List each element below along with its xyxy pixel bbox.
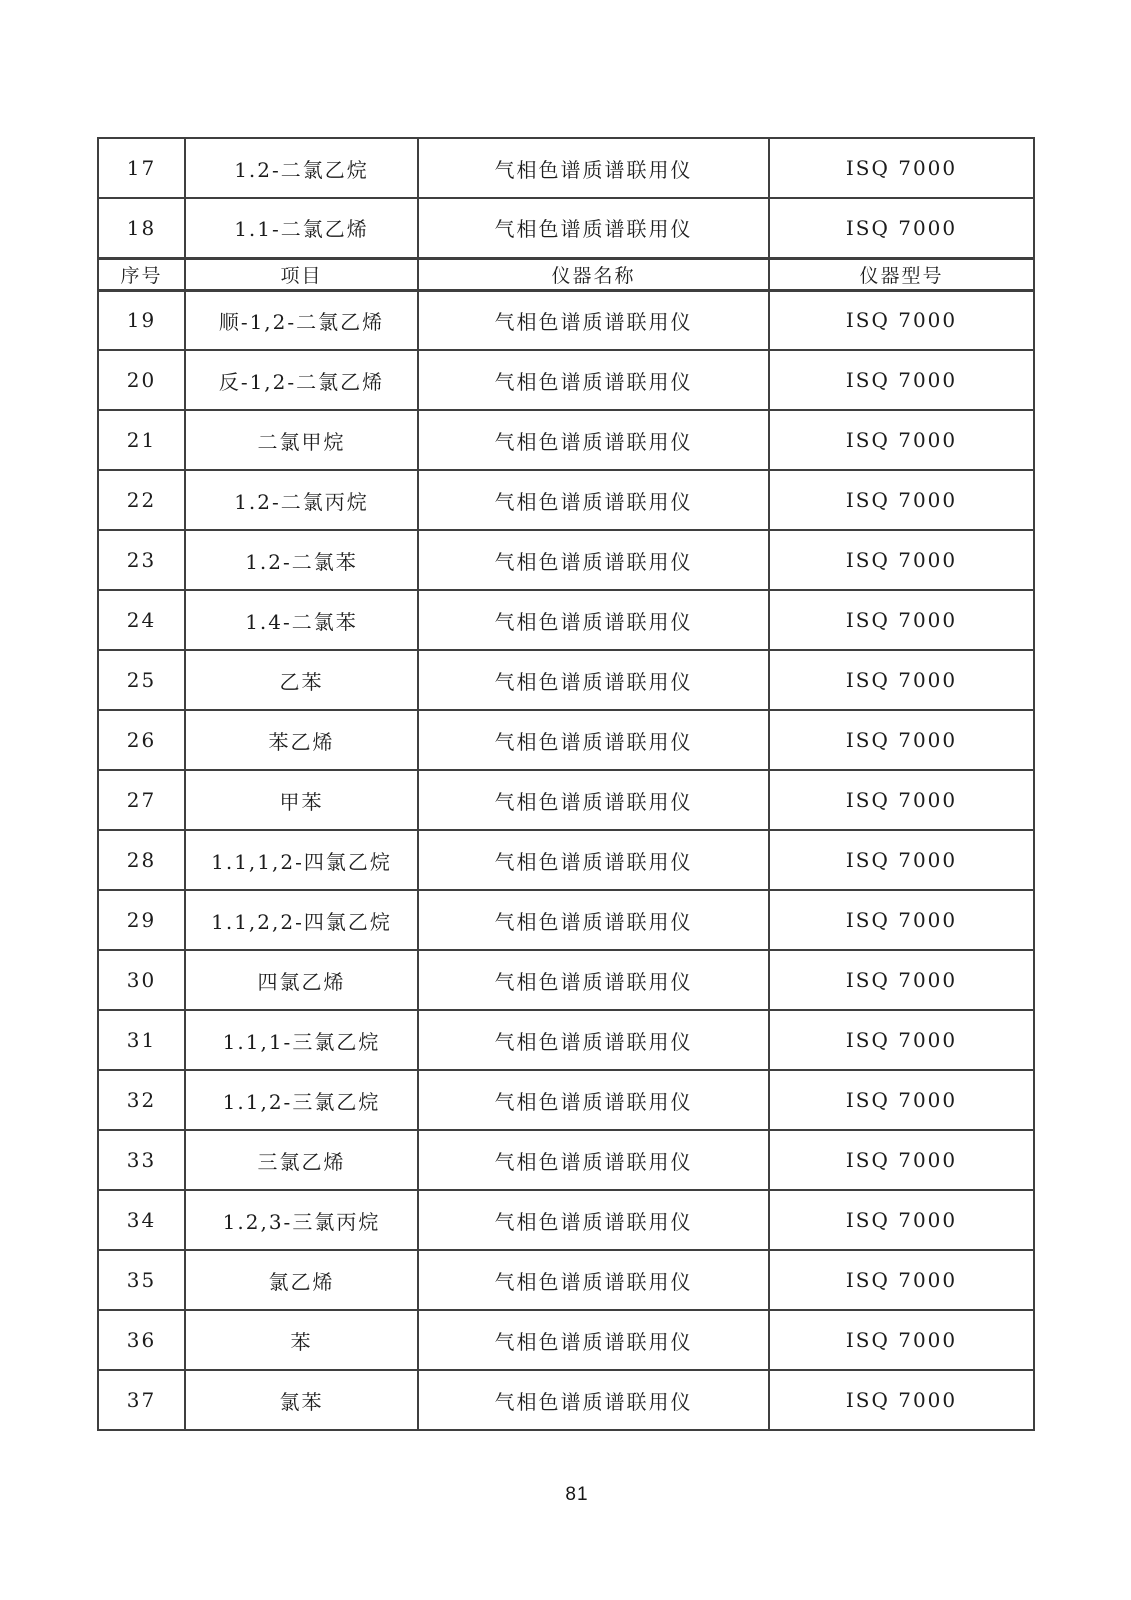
- item-cell: 1.1-二氯乙烯: [185, 198, 418, 258]
- row-no-cell: 32: [98, 1070, 185, 1130]
- row-no-cell: 24: [98, 590, 185, 650]
- row-no-cell: 21: [98, 410, 185, 470]
- column-header-instrument: 仪器名称: [418, 258, 769, 290]
- page-number: 81: [565, 1484, 589, 1505]
- item-cell: 四氯乙烯: [185, 950, 418, 1010]
- instrument-cell: 气相色谱质谱联用仪: [418, 1370, 769, 1430]
- row-no-cell: 28: [98, 830, 185, 890]
- item-cell: 二氯甲烷: [185, 410, 418, 470]
- item-cell: 1.4-二氯苯: [185, 590, 418, 650]
- row-no-cell: 19: [98, 290, 185, 350]
- model-cell: ISQ 7000: [769, 650, 1034, 710]
- row-no-cell: 20: [98, 350, 185, 410]
- item-cell: 1.1,2,2-四氯乙烷: [185, 890, 418, 950]
- item-cell: 三氯乙烯: [185, 1130, 418, 1190]
- model-cell: ISQ 7000: [769, 1190, 1034, 1250]
- table-row: [98, 1190, 1034, 1250]
- model-cell: ISQ 7000: [769, 830, 1034, 890]
- instrument-cell: 气相色谱质谱联用仪: [418, 530, 769, 590]
- instruments-table-body: [98, 138, 1034, 1430]
- row-no-cell: 30: [98, 950, 185, 1010]
- item-cell: 反-1,2-二氯乙烯: [185, 350, 418, 410]
- table-row: [98, 830, 1034, 890]
- instrument-cell: 气相色谱质谱联用仪: [418, 590, 769, 650]
- table-row: [98, 770, 1034, 830]
- item-cell: 1.1,2-三氯乙烷: [185, 1070, 418, 1130]
- table-row: [98, 198, 1034, 258]
- table-row: [98, 1370, 1034, 1430]
- instrument-cell: 气相色谱质谱联用仪: [418, 350, 769, 410]
- model-cell: ISQ 7000: [769, 1250, 1034, 1310]
- table-row: [98, 890, 1034, 950]
- model-cell: ISQ 7000: [769, 410, 1034, 470]
- table-row: [98, 530, 1034, 590]
- instrument-cell: 气相色谱质谱联用仪: [418, 650, 769, 710]
- instrument-cell: 气相色谱质谱联用仪: [418, 830, 769, 890]
- instrument-cell: 气相色谱质谱联用仪: [418, 710, 769, 770]
- instrument-cell: 气相色谱质谱联用仪: [418, 1190, 769, 1250]
- column-header-item: 项目: [185, 258, 418, 290]
- table-row: [98, 1250, 1034, 1310]
- instrument-cell: 气相色谱质谱联用仪: [418, 290, 769, 350]
- model-cell: ISQ 7000: [769, 770, 1034, 830]
- model-cell: ISQ 7000: [769, 950, 1034, 1010]
- row-no-cell: 29: [98, 890, 185, 950]
- model-cell: ISQ 7000: [769, 1130, 1034, 1190]
- item-cell: 1.1,1,2-四氯乙烷: [185, 830, 418, 890]
- instrument-cell: 气相色谱质谱联用仪: [418, 1070, 769, 1130]
- item-cell: 顺-1,2-二氯乙烯: [185, 290, 418, 350]
- instrument-cell: 气相色谱质谱联用仪: [418, 950, 769, 1010]
- instrument-cell: 气相色谱质谱联用仪: [418, 890, 769, 950]
- table-row: [98, 410, 1034, 470]
- item-cell: 氯苯: [185, 1370, 418, 1430]
- row-no-cell: 31: [98, 1010, 185, 1070]
- row-no-cell: 22: [98, 470, 185, 530]
- item-cell: 1.2-二氯乙烷: [185, 138, 418, 198]
- row-no-cell: 33: [98, 1130, 185, 1190]
- row-no-cell: 18: [98, 198, 185, 258]
- instrument-cell: 气相色谱质谱联用仪: [418, 410, 769, 470]
- instrument-cell: 气相色谱质谱联用仪: [418, 770, 769, 830]
- model-cell: ISQ 7000: [769, 1070, 1034, 1130]
- table-row: [98, 710, 1034, 770]
- item-cell: 1.2,3-三氯丙烷: [185, 1190, 418, 1250]
- instrument-cell: 气相色谱质谱联用仪: [418, 1010, 769, 1070]
- model-cell: ISQ 7000: [769, 198, 1034, 258]
- instruments-table: [97, 137, 1035, 1431]
- row-no-cell: 35: [98, 1250, 185, 1310]
- instrument-cell: 气相色谱质谱联用仪: [418, 198, 769, 258]
- table-row: [98, 590, 1034, 650]
- model-cell: ISQ 7000: [769, 890, 1034, 950]
- row-no-cell: 34: [98, 1190, 185, 1250]
- item-cell: 1.1,1-三氯乙烷: [185, 1010, 418, 1070]
- model-cell: ISQ 7000: [769, 1370, 1034, 1430]
- model-cell: ISQ 7000: [769, 350, 1034, 410]
- model-cell: ISQ 7000: [769, 710, 1034, 770]
- model-cell: ISQ 7000: [769, 290, 1034, 350]
- table-header-row: [98, 258, 1034, 290]
- model-cell: ISQ 7000: [769, 1310, 1034, 1370]
- table-row: [98, 290, 1034, 350]
- table-row: [98, 950, 1034, 1010]
- item-cell: 苯: [185, 1310, 418, 1370]
- model-cell: ISQ 7000: [769, 470, 1034, 530]
- row-no-cell: 26: [98, 710, 185, 770]
- table-row: [98, 350, 1034, 410]
- model-cell: ISQ 7000: [769, 1010, 1034, 1070]
- table-row: [98, 138, 1034, 198]
- item-cell: 苯乙烯: [185, 710, 418, 770]
- instrument-cell: 气相色谱质谱联用仪: [418, 1130, 769, 1190]
- item-cell: 氯乙烯: [185, 1250, 418, 1310]
- table-row: [98, 1070, 1034, 1130]
- instrument-cell: 气相色谱质谱联用仪: [418, 1310, 769, 1370]
- row-no-cell: 36: [98, 1310, 185, 1370]
- item-cell: 乙苯: [185, 650, 418, 710]
- row-no-cell: 17: [98, 138, 185, 198]
- row-no-cell: 25: [98, 650, 185, 710]
- row-no-cell: 37: [98, 1370, 185, 1430]
- row-no-cell: 23: [98, 530, 185, 590]
- column-header-model: 仪器型号: [769, 258, 1034, 290]
- item-cell: 甲苯: [185, 770, 418, 830]
- item-cell: 1.2-二氯苯: [185, 530, 418, 590]
- table-row: [98, 650, 1034, 710]
- row-no-cell: 27: [98, 770, 185, 830]
- table-row: [98, 470, 1034, 530]
- table-row: [98, 1310, 1034, 1370]
- instrument-cell: 气相色谱质谱联用仪: [418, 1250, 769, 1310]
- item-cell: 1.2-二氯丙烷: [185, 470, 418, 530]
- model-cell: ISQ 7000: [769, 138, 1034, 198]
- model-cell: ISQ 7000: [769, 590, 1034, 650]
- instrument-cell: 气相色谱质谱联用仪: [418, 470, 769, 530]
- column-header-no: 序号: [98, 258, 185, 290]
- instrument-cell: 气相色谱质谱联用仪: [418, 138, 769, 198]
- table-row: [98, 1010, 1034, 1070]
- table-row: [98, 1130, 1034, 1190]
- model-cell: ISQ 7000: [769, 530, 1034, 590]
